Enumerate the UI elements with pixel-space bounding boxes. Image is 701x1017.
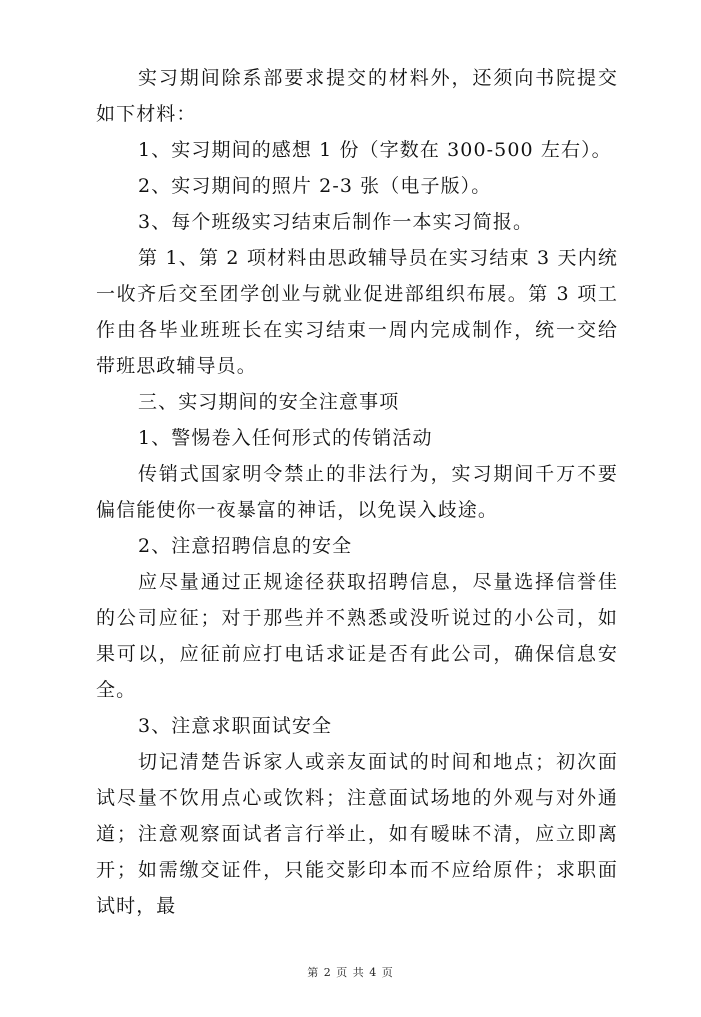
subheading-pyramid-scheme: 1、警惕卷入任何形式的传销活动 <box>138 427 433 449</box>
paragraph-submission-instructions: 第 1、第 2 项材料由思政辅导员在实习结束 3 天内统一收齐后交至团学创业与就业促进部组织布展。第 3 项工作由各毕业班班长在实习结束一周内完成制作，统一交给带班思政辅导员。 <box>96 247 618 377</box>
paragraph-pyramid-scheme: 传销式国家明令禁止的非法行为，实习期间千万不要偏信能使你一夜暴富的神话，以免误入歧途。 <box>96 463 618 521</box>
page-footer: 第 2 页 共 4 页 <box>307 966 394 979</box>
list-item-bulletin: 3、每个班级实习结束后制作一本实习简报。 <box>138 211 534 233</box>
paragraph-recruitment-info: 应尽量通过正规途径获取招聘信息，尽量选择信誉佳的公司应征；对于那些并不熟悉或没听说过的小公司，如果可以，应征前应打电话求证是否有此公司，确保信息安全。 <box>96 571 618 701</box>
document-body <box>96 60 618 924</box>
subheading-interview-safety: 3、注意求职面试安全 <box>138 715 333 737</box>
section-heading-safety: 三、实习期间的安全注意事项 <box>138 391 400 413</box>
paragraph-interview-safety: 切记清楚告诉家人或亲友面试的时间和地点；初次面试尽量不饮用点心或饮料；注意面试场地的外观与对外通道；注意观察面试者言行举止，如有暧昧不清，应立即离开；如需缴交证件，只能交影印本而不应给原件；求职面试时，最 <box>96 751 618 917</box>
subheading-recruitment-info: 2、注意招聘信息的安全 <box>138 535 353 557</box>
list-item-reflection: 1、实习期间的感想 1 份（字数在 300-500 左右）。 <box>138 139 612 161</box>
paragraph-materials-intro: 实习期间除系部要求提交的材料外，还须向书院提交如下材料： <box>96 67 618 125</box>
list-item-photos: 2、实习期间的照片 2-3 张（电子版）。 <box>138 175 492 197</box>
